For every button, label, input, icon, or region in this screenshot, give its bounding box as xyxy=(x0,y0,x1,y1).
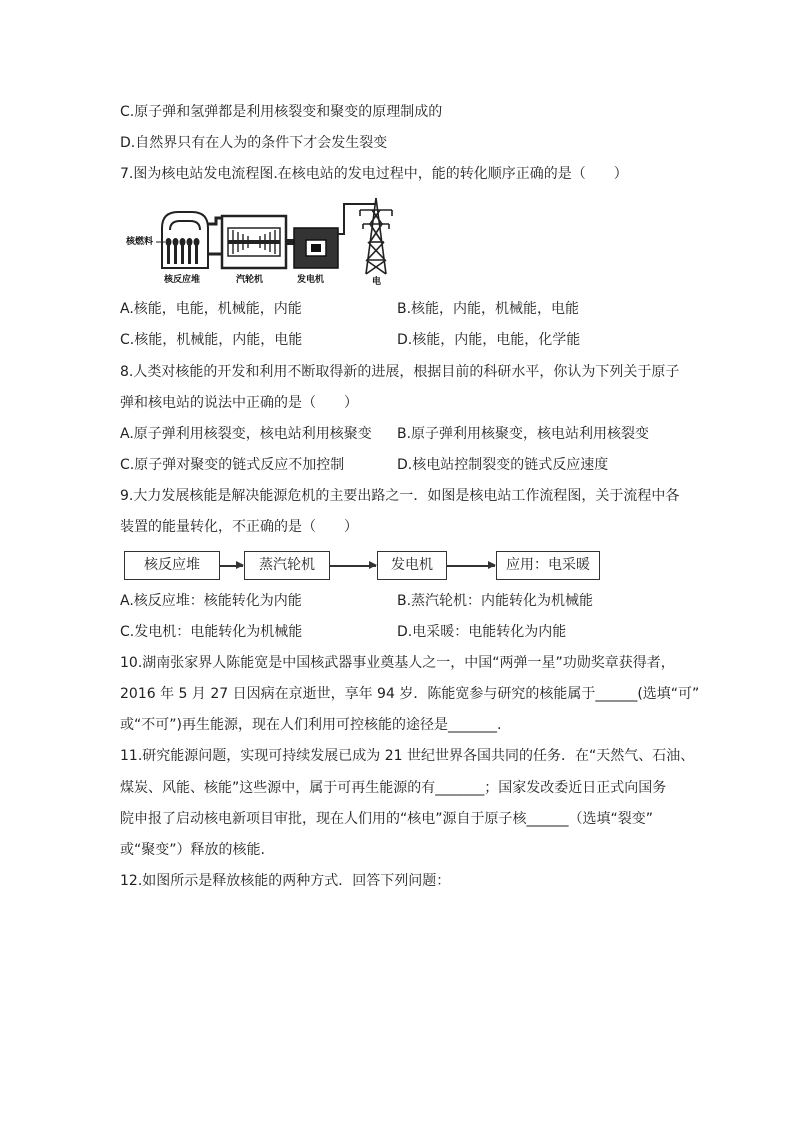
q9-option-a: A.核反应堆：核能转化为内能 xyxy=(120,593,302,609)
q9-option-c: C.发电机：电能转化为机械能 xyxy=(120,624,303,640)
q8-option-d: D.核电站控制裂变的链式反应速度 xyxy=(397,457,609,473)
q7-option-c: C.核能，机械能，内能，电能 xyxy=(120,332,303,348)
flow-arrow xyxy=(330,565,376,567)
q9-flow-diagram xyxy=(124,551,604,583)
turbine-label: 汽轮机 xyxy=(236,275,264,285)
flow-box-steam-turbine: 蒸汽轮机 xyxy=(244,551,330,580)
q7-option-a: A.核能，电能，机械能，内能 xyxy=(120,301,302,317)
q7-power-plant-diagram xyxy=(120,194,420,290)
q8-option-c: C.原子弹对聚变的链式反应不加控制 xyxy=(120,457,345,473)
q8-stem-line2: 弹和核电站的说法中正确的是（ ） xyxy=(120,395,358,411)
q10-line3: 或“不可”)再生能源，现在人们利用可控核能的途径是_______. xyxy=(120,717,502,733)
q7-option-d: D.核能，内能，电能，化学能 xyxy=(397,332,581,348)
flow-arrow xyxy=(447,565,495,567)
q10-line1: 10.湖南张家界人陈能宽是中国核武器事业奠基人之一，中国“两弹一星”功勋奖章获得者， xyxy=(120,655,675,671)
generator-label: 发电机 xyxy=(297,275,325,285)
q6-option-d: D.自然界只有在人为的条件下才会发生裂变 xyxy=(120,135,388,151)
q6-option-c: C.原子弹和氢弹都是利用核裂变和聚变的原理制成的 xyxy=(120,104,443,120)
q7-option-b: B.核能，内能，机械能，电能 xyxy=(397,301,580,317)
q11-line4: 或“聚变”）释放的核能. xyxy=(120,842,265,858)
q8-option-a: A.原子弹利用核裂变，核电站利用核聚变 xyxy=(120,426,372,442)
fuel-label: 核燃料 xyxy=(126,237,154,247)
reactor-label: 核反应堆 xyxy=(164,275,201,285)
flow-box-reactor: 核反应堆 xyxy=(124,551,220,580)
q12-stem: 12.如图所示是释放核能的两种方式．回答下列问题： xyxy=(120,873,451,889)
flow-arrow xyxy=(220,565,243,567)
q9-option-b: B.蒸汽轮机：内能转化为机械能 xyxy=(397,593,594,609)
q11-line1: 11.研究能源问题，实现可持续发展已成为 21 世纪世界各国共同的任务．在“天然气、石油、 xyxy=(120,748,695,764)
q9-stem-line1: 9.大力发展核能是解决能源危机的主要出路之一．如图是核电站工作流程图，关于流程中各 xyxy=(120,488,680,504)
q11-line2: 煤炭、风能、核能”这些源中，属于可再生能源的有_______；国家发改委近日正式向国务 xyxy=(120,780,667,796)
flow-box-generator: 发电机 xyxy=(377,551,447,580)
q8-stem-line1: 8.人类对核能的开发和利用不断取得新的进展，根据目前的科研水平，你认为下列关于原子 xyxy=(120,364,680,380)
q9-option-d: D.电采暖：电能转化为内能 xyxy=(397,624,567,640)
q9-stem-line2: 装置的能量转化，不正确的是（ ） xyxy=(120,519,358,535)
electricity-label: 电 xyxy=(372,277,382,287)
q11-line3: 院申报了启动核电新项目审批，现在人们用的“核电”源自于原子核______（选填“裂变” xyxy=(120,811,654,827)
flow-box-application: 应用：电采暖 xyxy=(496,551,600,580)
q8-option-b: B.原子弹利用核聚变，核电站利用核裂变 xyxy=(397,426,650,442)
q7-stem: 7.图为核电站发电流程图.在核电站的发电过程中，能的转化顺序正确的是（ ） xyxy=(120,166,628,182)
q10-line2: 2016 年 5 月 27 日因病在京逝世，享年 94 岁．陈能宽参与研究的核能属于______(选填“可” xyxy=(120,686,700,702)
